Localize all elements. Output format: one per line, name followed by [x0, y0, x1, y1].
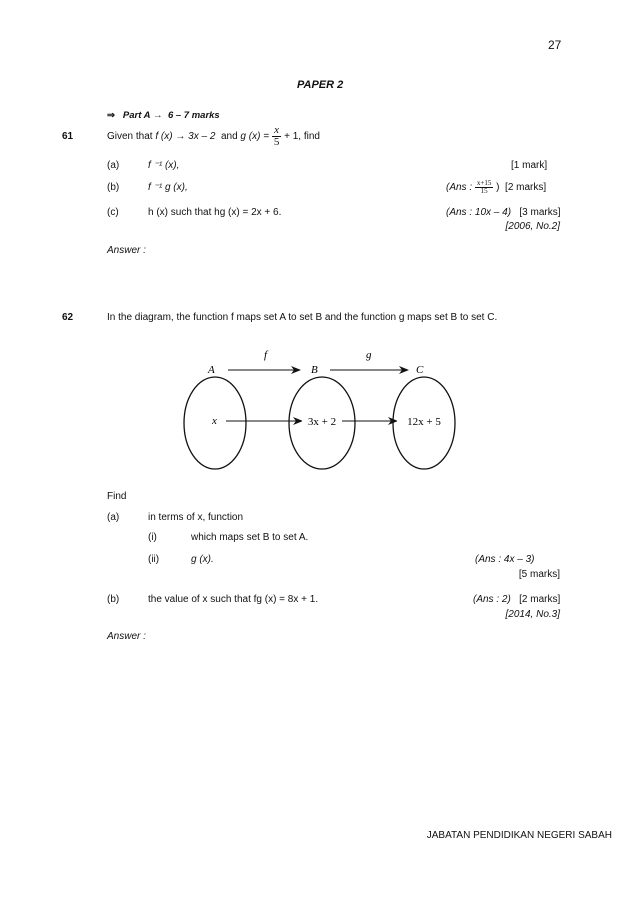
q61-and: and	[220, 130, 238, 142]
right-arrow-icon: →	[153, 110, 163, 121]
set-c-label: C	[416, 364, 424, 376]
q61c-marks: [3 marks]	[519, 207, 561, 218]
q62ai-text: which maps set B to set A.	[191, 532, 309, 543]
q61-answer-label: Answer :	[107, 245, 146, 256]
q61-g-numerator: x	[272, 125, 282, 137]
element-3x-plus-2: 3x + 2	[307, 416, 337, 428]
paper-heading: PAPER 2	[297, 79, 344, 91]
q62aii-text: g (x).	[191, 554, 214, 565]
q61c-source: [2006, No.2]	[505, 221, 560, 232]
q62-answer-label: Answer :	[107, 631, 146, 642]
q62b-answer	[473, 594, 560, 605]
q61b-ans-denominator: 15	[480, 186, 488, 195]
q61a-marks: [1 mark]	[511, 160, 548, 171]
q61-g-denominator: 5	[273, 135, 280, 148]
q61b-ans-post: )	[496, 181, 500, 193]
q61c-ans: (Ans : 10x – 4)	[446, 207, 512, 218]
q61-number: 61	[62, 131, 74, 142]
q62b-text: the value of x such that fg (x) = 8x + 1.	[148, 594, 319, 605]
q61c-label: (c)	[107, 207, 119, 218]
q62aii-ans: (Ans : 4x – 3)	[475, 554, 535, 565]
implies-arrow-icon: ⇒	[107, 110, 115, 121]
function-g-label: g	[366, 349, 372, 361]
set-b-label: B	[311, 364, 318, 376]
q61b-ans-pre: (Ans :	[446, 181, 473, 193]
set-a-label: A	[208, 364, 215, 376]
page-number: 27	[548, 38, 562, 52]
q61-g-lhs: g (x) =	[240, 130, 270, 142]
q61b-text: f ⁻¹ g (x),	[148, 182, 188, 193]
q62aii-label: (ii)	[148, 554, 160, 565]
q61-stem-pre: Given that	[107, 130, 153, 142]
q62ai-label: (i)	[148, 532, 157, 543]
q62b-marks: [2 marks]	[519, 594, 561, 605]
q62b-source: [2014, No.3]	[505, 609, 560, 620]
q62a-label: (a)	[107, 512, 120, 523]
q62b-label: (b)	[107, 594, 120, 605]
q61b-marks: [2 marks]	[505, 181, 547, 193]
q61-f-definition: f (x) → 3x – 2	[155, 130, 216, 142]
page-footer: JABATAN PENDIDIKAN NEGERI SABAH	[426, 830, 612, 841]
q61b-ans-numerator: x+15	[476, 178, 492, 187]
q62b-ans: (Ans : 2)	[473, 594, 511, 605]
q62aii-marks: [5 marks]	[518, 569, 560, 580]
q61-g-rest: + 1, find	[284, 130, 320, 142]
q62-stem: In the diagram, the function f maps set A to set B and the function g maps set B to set C.	[107, 312, 498, 323]
q61b-label: (b)	[107, 182, 120, 193]
element-x: x	[212, 415, 217, 427]
q62a-text: in terms of x, function	[148, 512, 244, 523]
function-f-label: f	[264, 349, 268, 361]
q62-number: 62	[62, 312, 74, 323]
q62-find: Find	[107, 491, 127, 502]
element-12x-plus-5: 12x + 5	[407, 416, 441, 428]
q61a-label: (a)	[107, 160, 120, 171]
q61c-text: h (x) such that hg (x) = 2x + 6.	[148, 207, 282, 218]
part-label: Part A	[122, 110, 151, 121]
part-marks: 6 – 7 marks	[167, 110, 220, 121]
q61a-text: f ⁻¹ (x),	[148, 160, 180, 171]
